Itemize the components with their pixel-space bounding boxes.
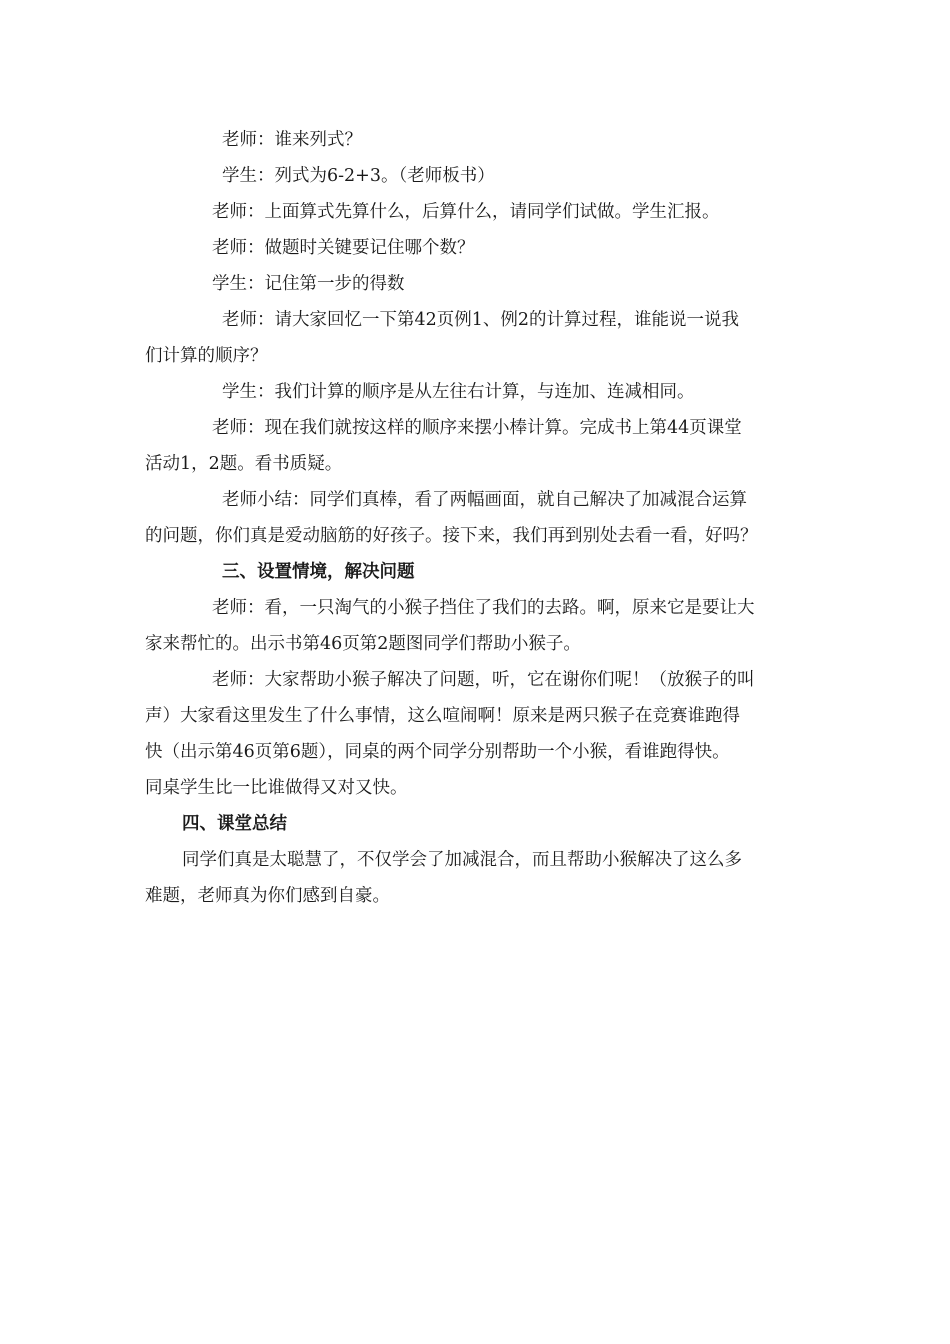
text-line: 声）大家看这里发生了什么事情，这么喧闹啊！原来是两只猴子在竞赛谁跑得 xyxy=(145,706,740,726)
text-line: 老师：上面算式先算什么，后算什么，请同学们试做。学生汇报。 xyxy=(212,202,720,222)
text-line: 老师：做题时关键要记住哪个数？ xyxy=(212,238,475,258)
text-line: 老师：大家帮助小猴子解决了问题，听，它在谢你们呢！（放猴子的叫 xyxy=(212,670,755,690)
text-line: 家来帮忙的。出示书第46页第2题图同学们帮助小猴子。 xyxy=(145,634,581,654)
text-line: 老师：请大家回忆一下第42页例1、例2的计算过程，谁能说一说我 xyxy=(222,310,740,330)
text-line: 学生：我们计算的顺序是从左往右计算，与连加、连减相同。 xyxy=(222,382,695,402)
text-line: 老师：看，一只淘气的小猴子挡住了我们的去路。啊，原来它是要让大 xyxy=(212,598,755,618)
text-line: 们计算的顺序？ xyxy=(145,346,268,366)
text-line: 老师：现在我们就按这样的顺序来摆小棒计算。完成书上第44页课堂 xyxy=(212,418,742,438)
text-line: 同学们真是太聪慧了，不仅学会了加减混合，而且帮助小猴解决了这么多 xyxy=(182,850,742,870)
text-line: 快（出示第46页第6题），同桌的两个同学分别帮助一个小猴，看谁跑得快。 xyxy=(145,742,730,762)
text-line: 难题，老师真为你们感到自豪。 xyxy=(145,886,390,906)
section-heading: 三、设置情境，解决问题 xyxy=(222,562,415,582)
text-line: 同桌学生比一比谁做得又对又快。 xyxy=(145,778,408,798)
text-line: 老师小结：同学们真棒，看了两幅画面，就自己解决了加减混合运算 xyxy=(222,490,747,510)
section-heading: 四、课堂总结 xyxy=(182,814,287,834)
text-line: 的问题，你们真是爱动脑筋的好孩子。接下来，我们再到别处去看一看，好吗？ xyxy=(145,526,758,546)
text-line: 学生：列式为6-2+3。（老师板书） xyxy=(222,166,495,186)
text-line: 老师：谁来列式？ xyxy=(222,130,362,150)
text-line: 学生：记住第一步的得数 xyxy=(212,274,405,294)
text-line: 活动1，2题。看书质疑。 xyxy=(145,454,343,474)
